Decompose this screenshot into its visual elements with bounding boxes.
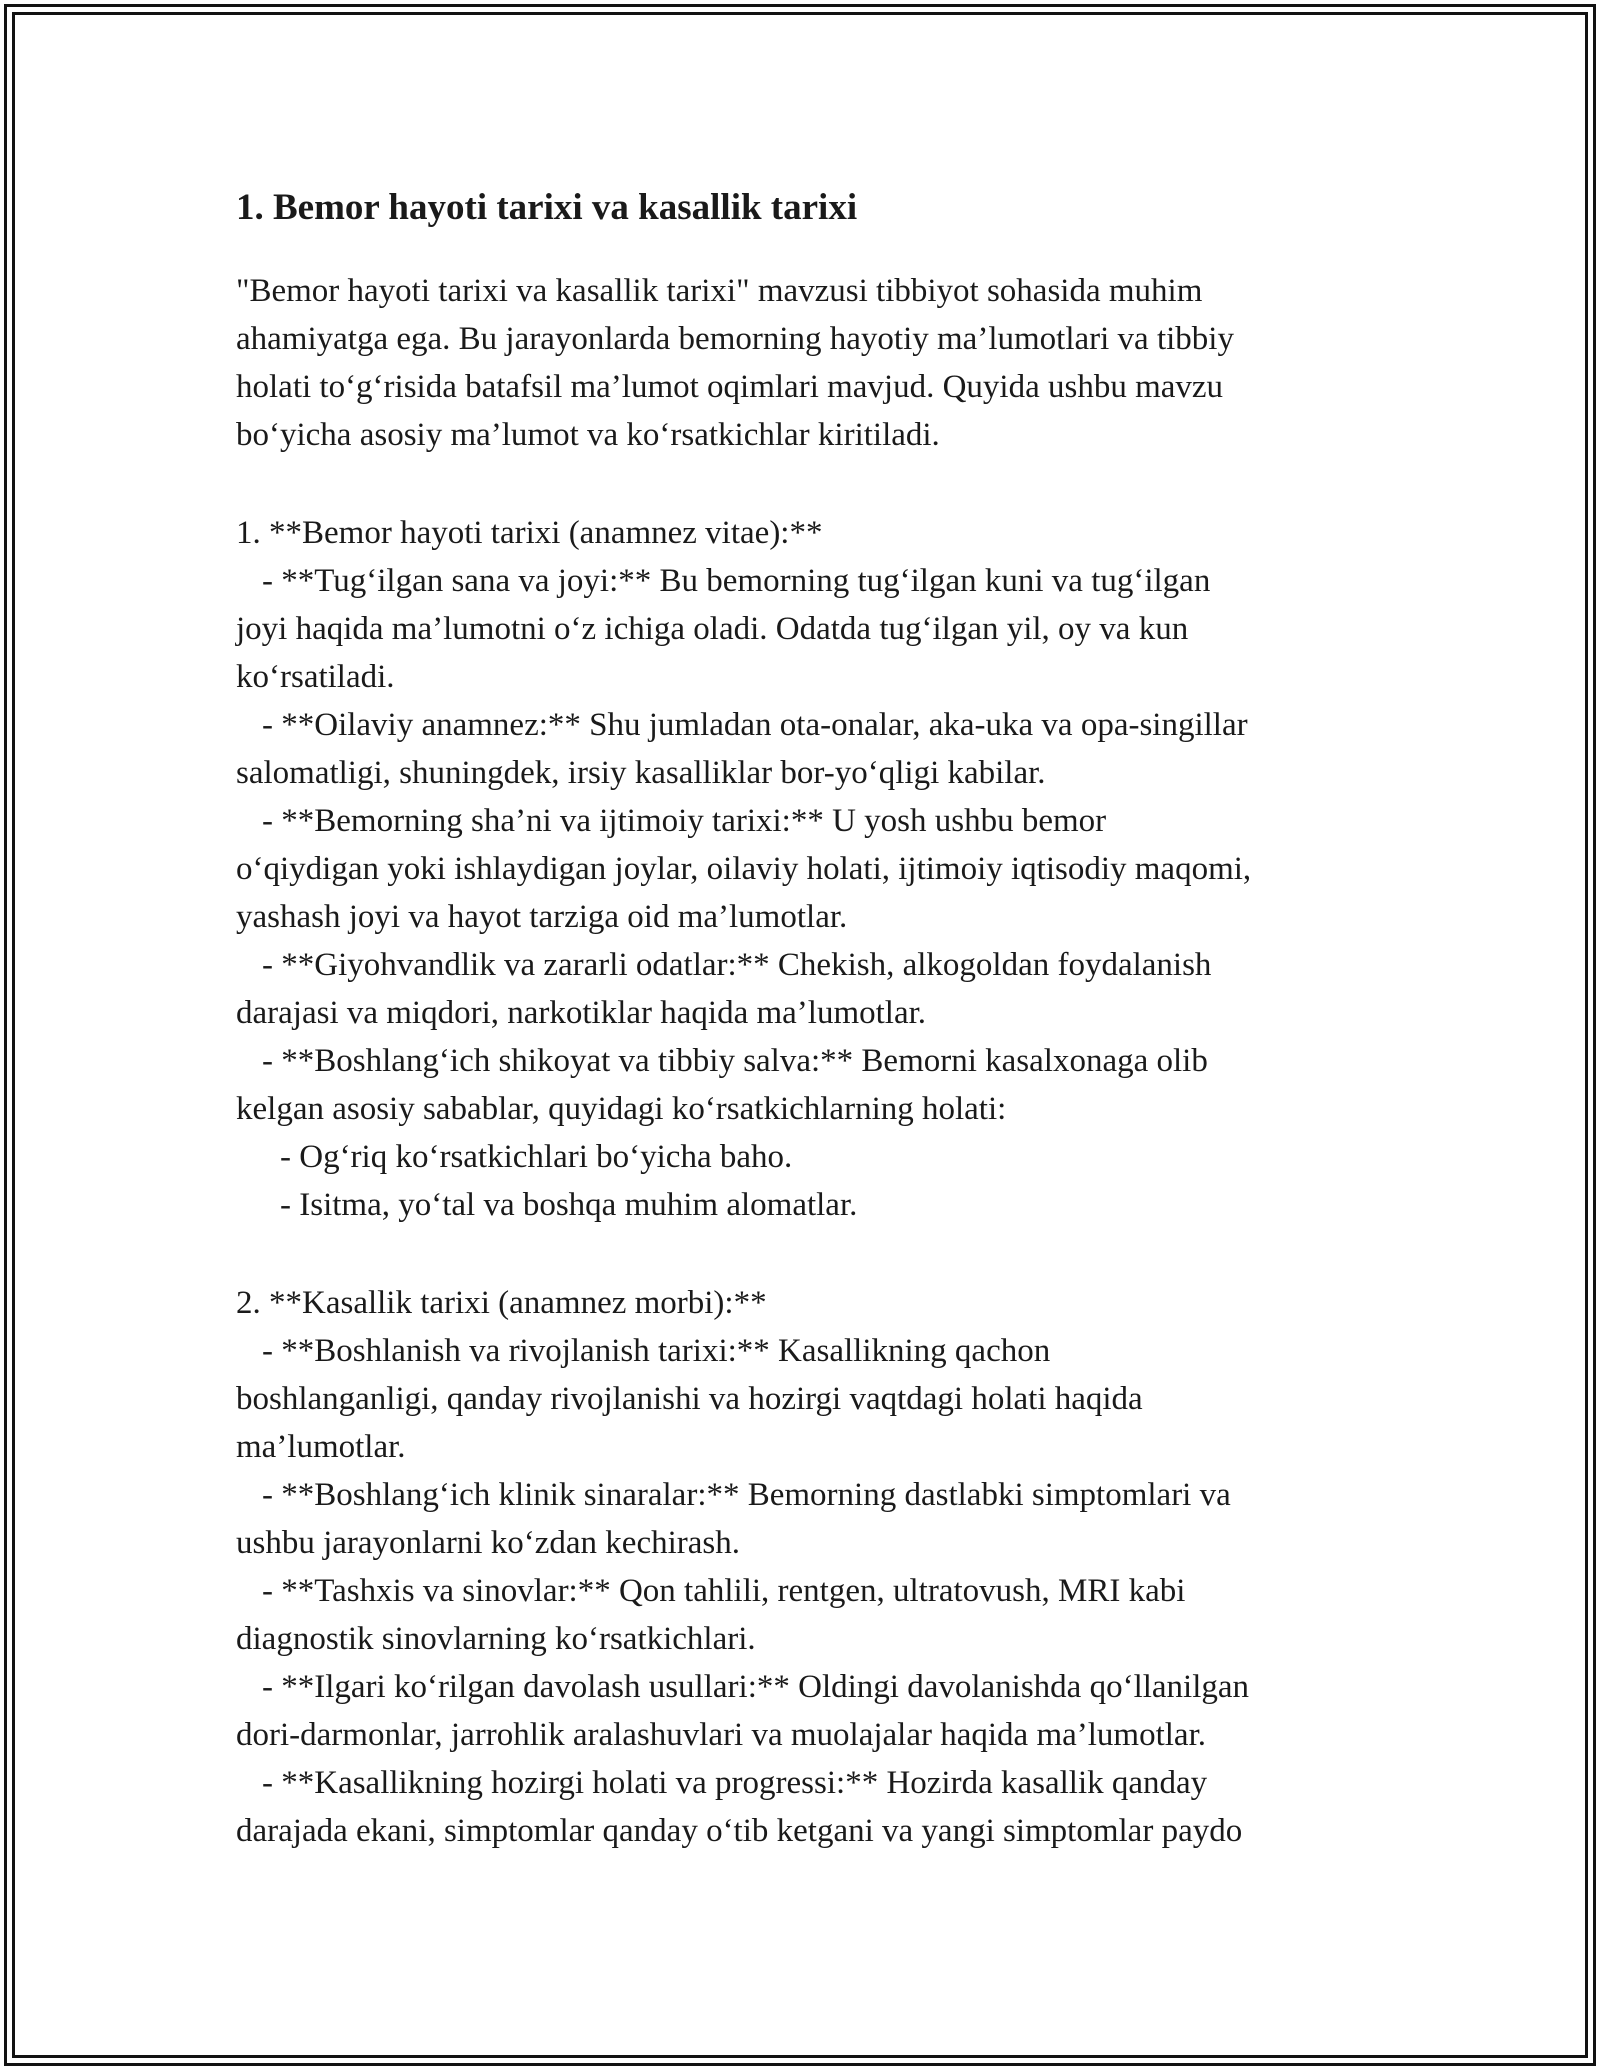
list-item: - **Tashxis va sinovlar:** Qon tahlili, rentgen, ultratovush, MRI kabi [262,1573,1186,1609]
list-item: - **Boshlanish va rivojlanish tarixi:** Kasallikning qachon [262,1333,1051,1369]
list-heading: 2. **Kasallik tarixi (anamnez morbi):** [236,1285,767,1321]
text-line: ahamiyatga ega. Bu jarayonlarda bemorning hayotiy ma’lumotlari va tibbiy [236,321,1234,357]
list-item: - **Giyohvandlik va zararli odatlar:** Chekish, alkogoldan foydalanish [262,947,1212,983]
text-line: ushbu jarayonlarni ko‘zdan kechirash. [236,1525,740,1561]
list-item: - **Boshlang‘ich klinik sinaralar:** Bemorning dastlabki simptomlari va [262,1477,1231,1513]
text-line: yashash joyi va hayot tarziga oid ma’lumotlar. [236,899,848,935]
list-item: - **Bemorning sha’ni va ijtimoiy tarixi:** U yosh ushbu bemor [262,803,1107,839]
text-line: salomatligi, shuningdek, irsiy kasalliklar bor-yo‘qligi kabilar. [236,755,1046,791]
text-line: o‘qiydigan yoki ishlaydigan joylar, oilaviy holati, ijtimoiy iqtisodiy maqomi, [236,851,1252,887]
sub-list-item: - Isitma, yo‘tal va boshqa muhim alomatlar. [280,1187,858,1223]
text-line: boshlanganligi, qanday rivojlanishi va hozirgi vaqtdagi holati haqida [236,1381,1143,1417]
text-line: "Bemor hayoti tarixi va kasallik tarixi" mavzusi tibbiyot sohasida muhim [236,273,1203,309]
text-line: kelgan asosiy sabablar, quyidagi ko‘rsatkichlarning holati: [236,1091,1007,1127]
text-line: holati to‘g‘risida batafsil ma’lumot oqimlari mavjud. Quyida ushbu mavzu [236,369,1224,405]
text-line: ko‘rsatiladi. [236,659,395,695]
text-line: dori-darmonlar, jarrohlik aralashuvlari va muolajalar haqida ma’lumotlar. [236,1717,1206,1753]
text-line: joyi haqida ma’lumotni o‘z ichiga oladi. Odatda tug‘ilgan yil, oy va kun [236,611,1189,647]
text-line: darajada ekani, simptomlar qanday o‘tib ketgani va yangi simptomlar paydo [236,1813,1243,1849]
list-item: - **Kasallikning hozirgi holati va progressi:** Hozirda kasallik qanday [262,1765,1208,1801]
section-heading: 1. Bemor hayoti tarixi va kasallik tarixi [236,187,858,228]
list-item: - **Boshlang‘ich shikoyat va tibbiy salva:** Bemorni kasalxonaga olib [262,1043,1208,1079]
text-line: diagnostik sinovlarning ko‘rsatkichlari. [236,1621,756,1657]
list-item: - **Oilaviy anamnez:** Shu jumladan ota-onalar, aka-uka va opa-singillar [262,707,1248,743]
text-line: ma’lumotlar. [236,1429,406,1465]
list-item: - **Tug‘ilgan sana va joyi:** Bu bemorning tug‘ilgan kuni va tug‘ilgan [262,563,1211,599]
text-line: bo‘yicha asosiy ma’lumot va ko‘rsatkichlar kiritiladi. [236,417,940,453]
list-heading: 1. **Bemor hayoti tarixi (anamnez vitae):** [236,515,823,551]
text-line: darajasi va miqdori, narkotiklar haqida ma’lumotlar. [236,995,927,1031]
list-item: - **Ilgari ko‘rilgan davolash usullari:** Oldingi davolanishda qo‘llanilgan [262,1669,1250,1705]
sub-list-item: - Og‘riq ko‘rsatkichlari bo‘yicha baho. [280,1139,793,1175]
